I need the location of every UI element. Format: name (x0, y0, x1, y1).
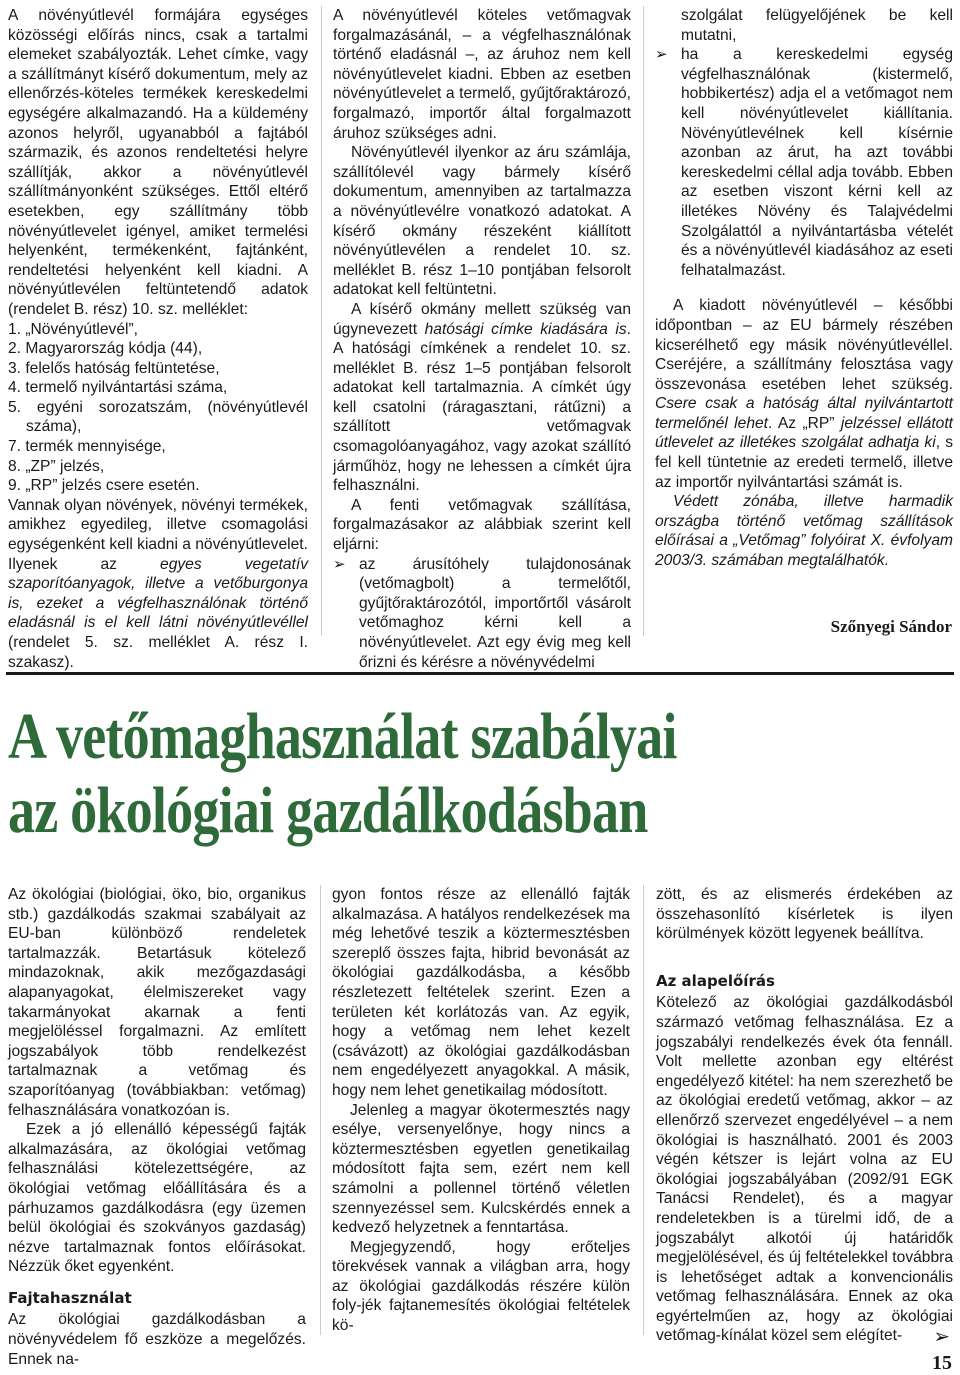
list-item: 8. „ZP” jelzés, (8, 457, 105, 475)
top-column-2 (333, 6, 631, 672)
paragraph: Vannak olyan növények, növényi termékek, amikhez egyedileg, illetve csomagolási egységenként kell kiadni a növényútlevelet. (8, 496, 308, 554)
text-run: A kísérő okmány mellett szükség van úgynevezett (333, 300, 631, 338)
text-run: . A hatósági címkének a rendelet 10. sz. melléklet B. rész 1–5 pontjában felsorolt adatokat kell tartalmaznia. A címkét úgy kell csatolni (ráragasztani, rátűzni) a szállított vetőmagvak csomagolóanyagához, vagy azokat szállító járműhöz, hogy ne lehessen a címkét újra felhasználni. (333, 320, 631, 495)
section-heading: Az alapelőírás (656, 971, 775, 990)
paragraph: Az ökológiai (biológiai, öko, bio, organikus stb.) gazdálkodás szakmai szabályait az EU-ban különböző rendeletek tartalmazzák. Betartásuk kötelező mindazoknak, akik mezőgazdasági alapanyagokat, élelmiszereket vagy takarmányokat akarnak a fenti megjelöléssel forgalmazni. Az említett jogszabályok több rendelkezést tartalmaznak a vetőmag és szaporítóanyag (továbbiakban: vetőmag) felhasználására vonatkozóan is. (8, 886, 306, 1119)
column-divider (643, 6, 644, 636)
passport-data-list (8, 320, 308, 496)
bullet-list (333, 555, 631, 673)
list-item: 1. „Növényútlevél”, (8, 320, 139, 338)
text-run: . Az „RP” (768, 414, 841, 432)
bullet-list (655, 45, 953, 280)
list-item: 2. Magyarország kódja (44), (8, 340, 203, 358)
list-item: 4. termelő nyilvántartási száma, (8, 379, 228, 397)
section-heading: Fajtahasználat (8, 1288, 132, 1307)
list-item: ➢ az árusítóhely tulajdonosának (vetőmagbolt) a termelőtől, gyűjtőraktározótól, importőrtől vásárolt vetőmaghoz kérni kell a növényútlevelet. Azt egy évig meg kell őrizni és kérésre a növényvédelmi (333, 555, 631, 673)
paragraph: A fenti vetőmagvak szállítása, forgalmazásakor az alábbiak szerint kell eljárni: (333, 496, 631, 554)
column-divider (643, 885, 644, 1335)
paragraph: Ezek a jó ellenálló képességű fajták alkalmazására, az ökológiai vetőmag felhasználási kötelezettségére, az ökológiai vetőmag előállítására és a párhuzamos gazdálkodásra (egy üzemen belül ökológiai és szokványos gazdaság) nézve tartalmaznak fontos előírásokat. Nézzük őket egyenként. (8, 1121, 306, 1276)
text-run: A kiadott növényútlevél – későbbi időpontban – az EU bármely részében kicserélhető egy másik növényútlevéllel. Cseréjére, a szállítmány felosztása vagy összevonása esetében lehet szükség. (655, 297, 953, 393)
paragraph: gyon fontos része az ellenálló fajták alkalmazása. A hatályos rendelkezések ma még lehetővé teszik a köztermesztésben szereplő összes fajta, hibrid bevonását az ökológiai gazdálkodásba, a később részletezett feltételek szerint. Ezen a területen két korlátozás van. Az egyik, hogy a vetőmag nem lehet kezelt (csávázott) az ökológiai gazdálkodásban nem engedélyezett anyagokkal. A másik, hogy nem lehet genetikailag módosított. (332, 886, 630, 1099)
list-item: 7. termék mennyisége, (8, 438, 166, 456)
emphasis-text: hatósági címke kiadására is (424, 320, 627, 338)
paragraph: Védett zónába, illetve harmadik országba történő vetőmag szállítások előírásai a „Vetőmag” folyóirat X. évfolyam 2003/3. számában megtalálhatók. (655, 493, 953, 570)
emphasis-text: Csere csak a hatóság által nyilvántartott termelőnél lehet (655, 395, 953, 432)
page-number: 15 (932, 1352, 952, 1374)
paragraph: szolgálat felügyelőjének be kell mutatni, (681, 7, 953, 44)
text-run: Ilyenek az (8, 555, 161, 573)
paragraph (655, 296, 953, 492)
headline-line-2: az ökológiai gazdálkodásban (8, 774, 648, 847)
text-run: (rendelet 5. sz. melléklet A. rész I. szakasz). (8, 634, 308, 671)
paragraph: Növényútlevél ilyenkor az áru számlája, szállítólevél vagy bármely kísérő dokumentum, amennyiben az tartalmazza a növényútlevélre vonatkozó adatokat. A kísérő okmány részeként kiállított növényútlevélen a rendelet 10. sz. melléklet B. rész 1–10 pontjában felsorolt adatokat kell feltüntetni. (333, 144, 631, 299)
paragraph (333, 300, 631, 496)
bottom-column-2 (332, 885, 630, 1336)
list-item: 3. felelős hatóság feltüntetése, (8, 359, 220, 377)
paragraph: A növényútlevél köteles vetőmagvak forgalmazásánál, – a végfelhasználónak történő eladásnál –, az áruhoz nem kell növényútlevelet kiadni. Ebben az esetben növényútlevelet a termelő, gyűjtőraktározó, forgalmazó, importőr által forgalmazott áruhoz szükséges adni. (333, 7, 631, 142)
emphasis-text: jelzéssel ellátott útlevelet az illetékes szolgálat adhatja ki (655, 414, 953, 452)
section-divider (6, 672, 954, 675)
text-run: , s fel kell tüntetnie az eredeti termelő, illetve az importőr nyilvántartási számát is. (655, 434, 954, 491)
bottom-column-3 (656, 885, 953, 1346)
top-column-3 (655, 6, 953, 571)
paragraph (8, 555, 308, 673)
list-item: ➢ ha a kereskedelmi egység végfelhasználónak (kistermelő, hobbikertész) adja el a vetőmagot nem kell növényútlevelet kiállítania. Növényútlevélnek kell kísérnie azonban az árut, ha azt további kereskedelmi céllal adja tovább. Ebben az esetben viszont kérni kell az illetékes Növény és Talajvédelmi Szolgálattól a nyilvántartásba vételét és a növényútlevél kiadásához az eseti felhatalmazást. (655, 45, 953, 280)
author-name: Szőnyegi Sándor (830, 617, 952, 636)
headline-line-1: A vetőmaghasználat szabályai (8, 700, 677, 773)
article-headline (8, 700, 779, 848)
list-item: 5. egyéni sorozatszám, (növényútlevél száma), (8, 398, 308, 436)
paragraph: Jelenleg a magyar ökotermesztés nagy esélye, versenyelőnye, hogy nincs a köztermesztésben egyetlen genetikailag módosított fajta sem, ezért nem kell számolni a pollennel történő véletlen szennyezéssel sem. Kulcskérdés ennek a kedvező helyzetnek a fenntartása. (332, 1101, 630, 1237)
column-divider (321, 6, 322, 636)
paragraph: A növényútlevél formájára egységes közösségi előírás nincs, csak a tartalmi elemeket szabályozták. Lehet címke, vagy a szállítmányt kísérő dokumentum, mely az ellenőrzés-köteles termékek kereskedelmi egységére alkalmazandó. Ha a küldemény azonos helyről, ugyanabból a fajtából származik, és azonos rendeltetési helyre szállítják, akkor a növényútlevél szállítmányonként szükséges. Ettől eltérő esetekben, egy szállítmány több növényútlevelet igényel, amiket termelési helyenként, termékenként, fajtánként, rendeltetési helyenként kell kiadni. A növényútlevélen feltüntetendő adatok (rendelet B. rész) 10. sz. melléklet: (8, 7, 308, 318)
column-divider (320, 885, 321, 1335)
continue-arrow-icon: ➢ (933, 1326, 950, 1348)
bottom-column-1 (8, 885, 306, 1369)
list-item: 9. „RP” jelzés csere esetén. (8, 477, 200, 495)
paragraph: Kötelező az ökológiai gazdálkodásból származó vetőmag felhasználása. Ez a jogszabályi rendelkezés évek óta fennáll. Volt mellette azonban egy eltérést engedélyező kitétel: ha nem szerezhető be az ökológiai eredetű vetőmag, akkor – az ellenőrző szervezet engedélyével – a nem ökológiai is használható. 2001 és 2003 végén kétszer is lejárt volna az EU ökológiai jogszabályában (2092/91 EGK Tanácsi Rendelet), és a magyar rendeletekben is a türelmi idő, de a jogszabályt alkotói új határidők megjelölésével, és új feltételekkel továbbra is lehetőséget adtak a konvencionális vetőmag felhasználására. Ennek az oka egyértelműen az, hogy az ökológiai vetőmag-kínálat közel sem elégítet- (656, 994, 953, 1345)
paragraph: zött, és az elismerés érdekében az összehasonlító kísérletek is ilyen körülmények között legyenek beállítva. (656, 886, 953, 943)
paragraph: Megjegyzendő, hogy erőteljes törekvések vannak a világban arra, hogy az ökológiai gazdálkodás részére külön foly-jék fajtanemesítés ökológiai feltételek kö- (332, 1238, 630, 1335)
top-column-1 (8, 6, 308, 672)
paragraph: Az ökológiai gazdálkodásban a növényvédelem fő eszköze a megelőzés. Ennek na- (8, 1311, 306, 1368)
emphasis-text: egyes vegetatív szaporítóanyagok, illetve a vetőburgonya is, ezeket a végfelhasználónak történő eladásnál is el kell látni növényútlevéllel (8, 555, 308, 632)
